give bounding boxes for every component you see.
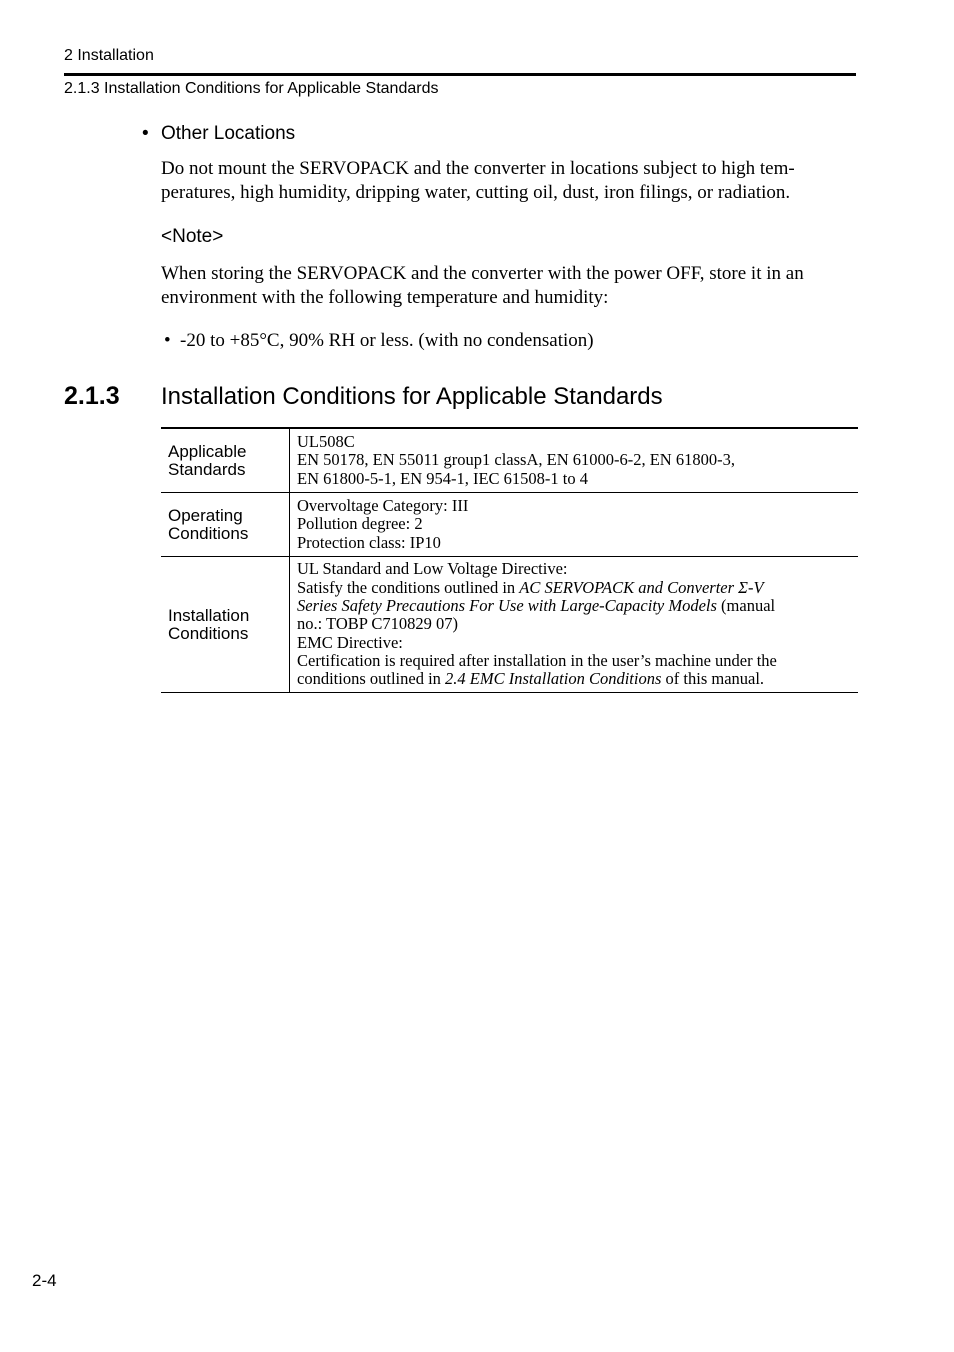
row-value [290,428,859,493]
emc-directive-text: conditions outlined in [297,669,446,689]
ul-directive-heading: UL Standard and Low Voltage Directive: [297,559,568,579]
section-cross-reference: 2.4 EMC Installation Conditions [445,669,662,689]
manual-title-reference: AC SERVOPACK and Converter Σ-V [519,577,764,597]
storage-paragraph [161,262,861,310]
storage-condition-item [164,330,594,352]
row-value-line: UL508C [297,432,355,452]
row-value [290,493,859,557]
running-header-section: 2.1.3 Installation Conditions for Applicable Standards [64,80,439,97]
other-locations-heading [142,123,295,145]
row-value-line: Pollution degree: 2 [297,514,423,534]
row-label-line: Standards [168,459,246,479]
row-label-line: Applicable [168,441,247,461]
ul-directive-line [297,597,858,615]
section-title: Installation Conditions for Applicable Standards [161,383,663,410]
other-locations-heading-text: Other Locations [161,123,296,144]
ul-directive-line [297,579,858,597]
table-row [161,493,858,557]
note-label: <Note> [161,226,224,247]
ul-directive-text: Satisfy the conditions outlined in [297,577,520,597]
storage-paragraph-line: environment with the following temperature and humidity: [161,287,609,308]
standards-table [161,427,858,693]
row-label-line: Operating [168,505,243,525]
page-number: 2-4 [32,1271,57,1290]
mounting-paragraph-line: peratures, high humidity, dripping water, cutting oil, dust, iron filings, or radiation. [161,182,791,203]
storage-paragraph-line: When storing the SERVOPACK and the converter with the power OFF, store it in an [161,263,804,284]
row-value-line: EN 50178, EN 55011 group1 classA, EN 61000-6-2, EN 61800-3, [297,450,735,470]
running-header-chapter: 2 Installation [64,47,154,64]
emc-directive-text: of this manual. [661,669,765,689]
table-row [161,557,858,693]
row-value [290,557,859,693]
row-label [161,428,290,493]
mounting-paragraph-line: Do not mount the SERVOPACK and the converter in locations subject to high tem- [161,158,795,179]
row-value-line: Overvoltage Category: III [297,496,469,516]
row-value-line: EN 61800-5-1, EN 954-1, IEC 61508-1 to 4 [297,468,589,488]
table-row [161,428,858,493]
row-label-line: Conditions [168,623,249,643]
row-label [161,493,290,557]
emc-directive-line: Certification is required after installation in the user’s machine under the [297,650,777,670]
row-label [161,557,290,693]
row-value-line: Protection class: IP10 [297,532,441,552]
bullet: • [164,330,171,351]
emc-directive-heading: EMC Directive: [297,632,403,652]
row-label-line: Installation [168,605,250,625]
bullet: • [142,123,149,144]
emc-directive-line [297,670,858,688]
ul-directive-line: no.: TOBP C710829 07) [297,614,459,634]
storage-condition-text: -20 to +85°C, 90% RH or less. (with no condensation) [180,330,594,351]
ul-directive-text: (manual [716,596,776,616]
header-rule [64,73,856,76]
manual-title-reference: Series Safety Precautions For Use with Large-Capacity Models [297,596,717,616]
mounting-paragraph [161,157,861,205]
row-label-line: Conditions [168,523,249,543]
section-number: 2.1.3 [64,382,120,410]
